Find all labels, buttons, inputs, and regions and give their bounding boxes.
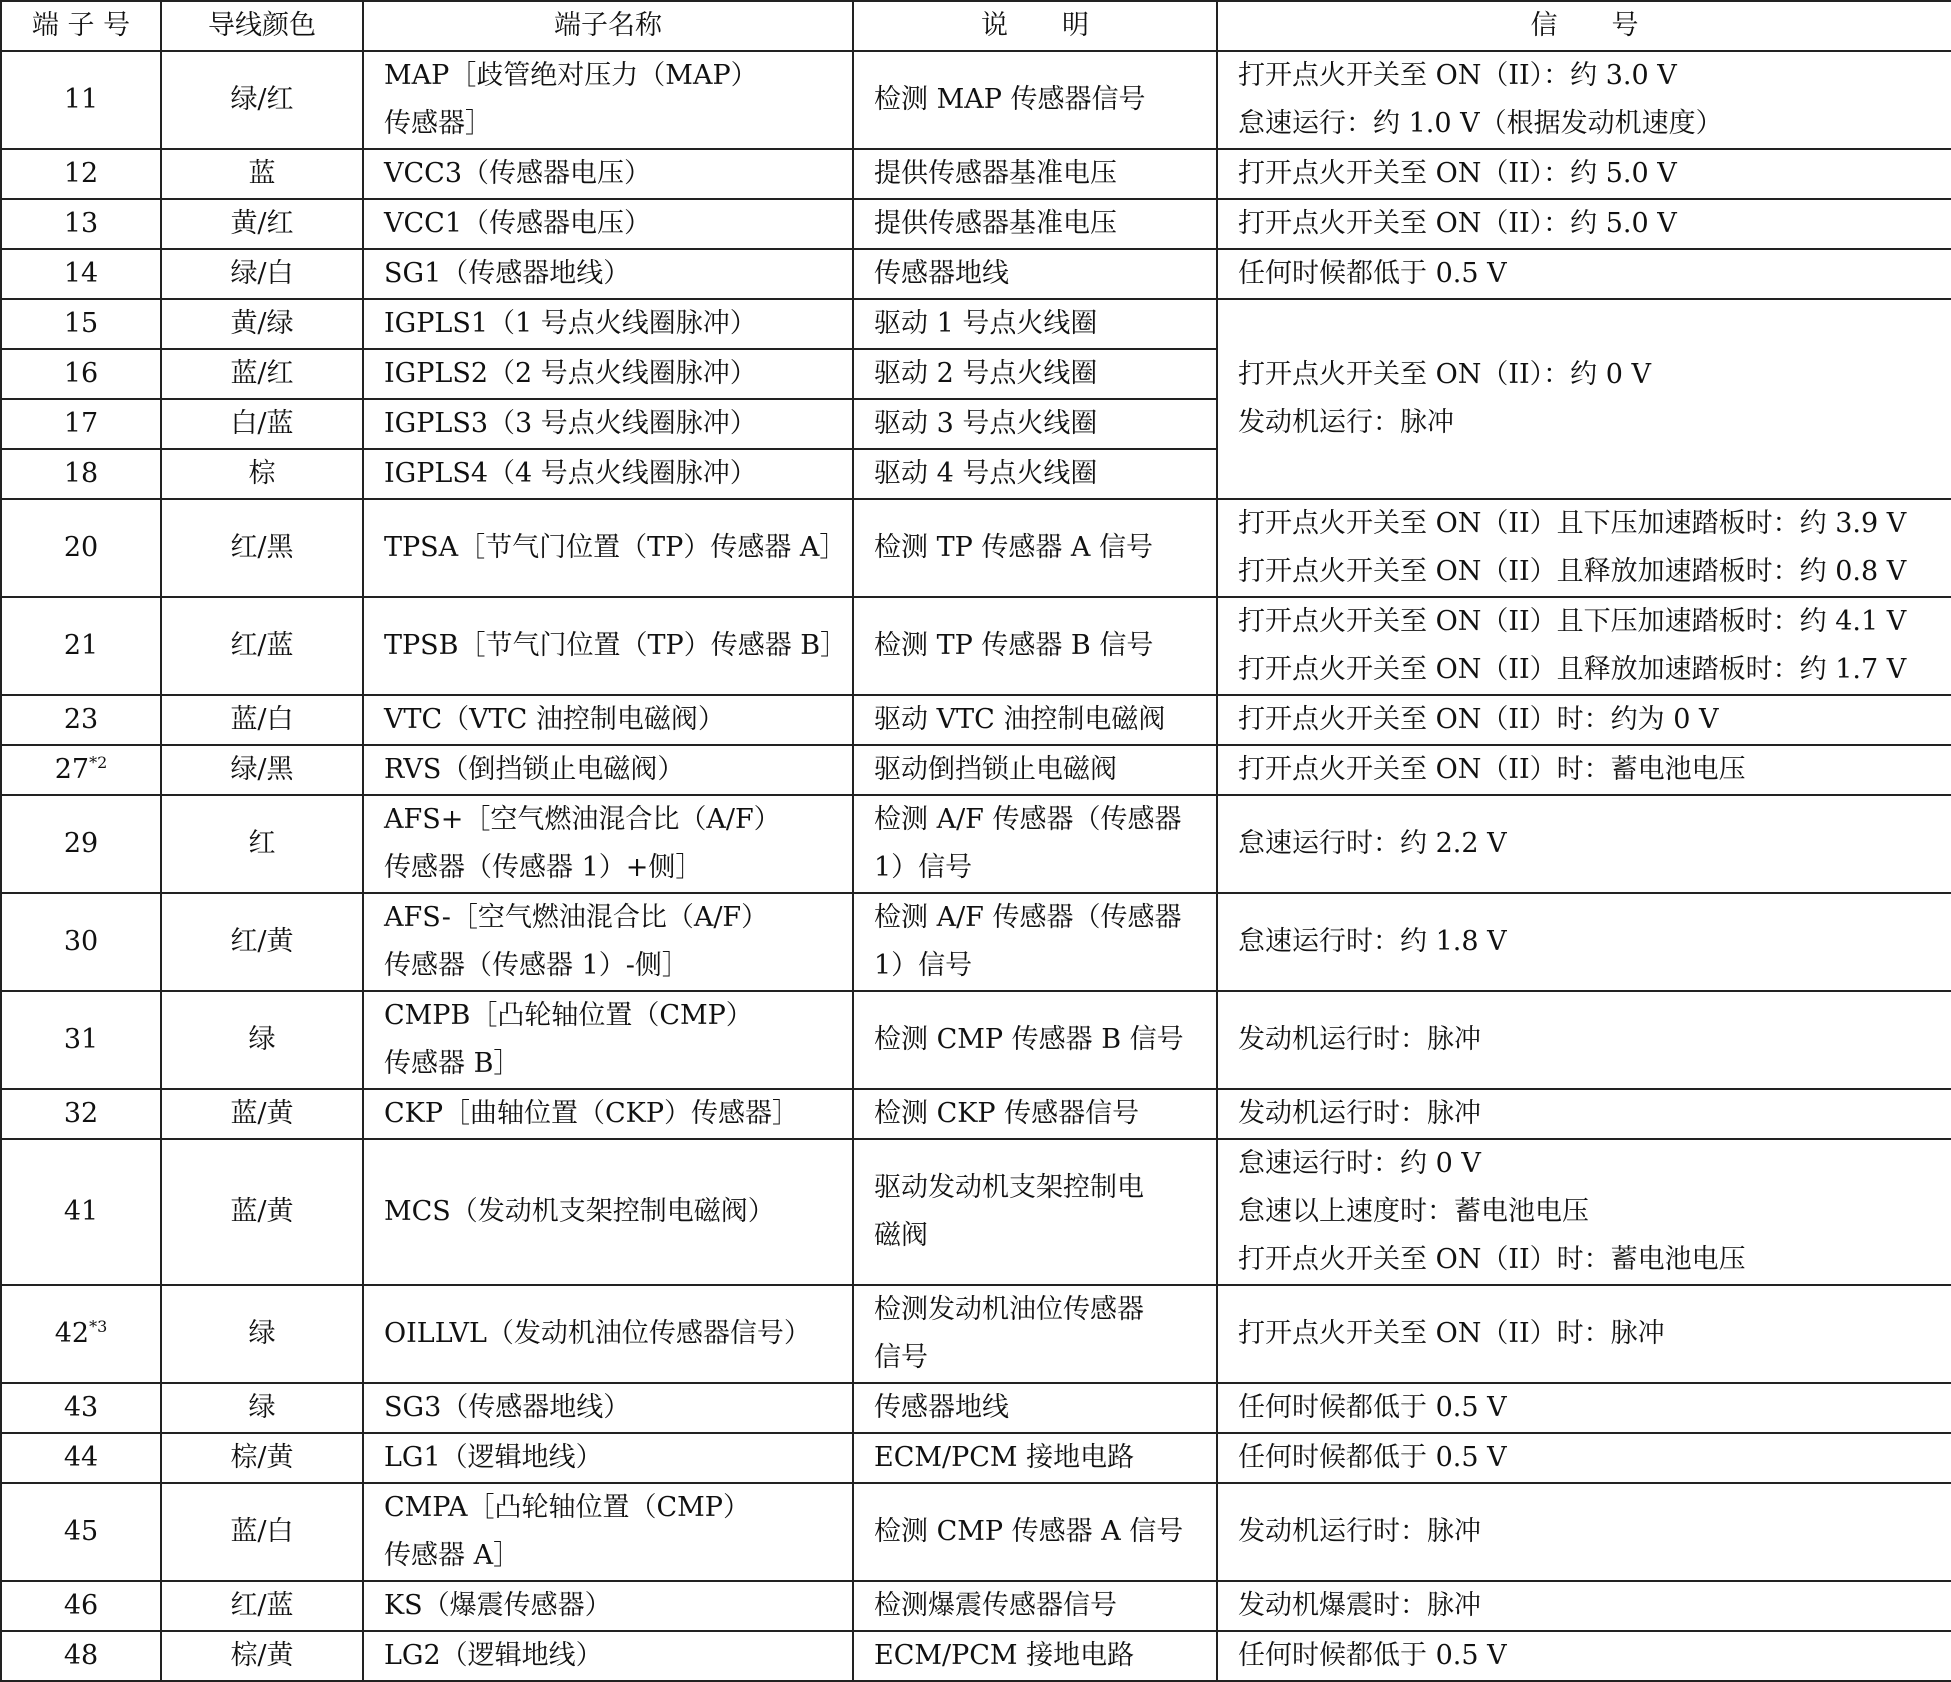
description-line: 驱动 2 号点火线圈 — [874, 358, 1098, 389]
terminal-no-cell — [1, 1433, 161, 1483]
signal — [1217, 1581, 1951, 1631]
terminal-name — [363, 1089, 853, 1139]
wire-color: 蓝/黄 — [161, 1139, 363, 1285]
terminal-name-line: TPSB［节气门位置（TP）传感器 B］ — [384, 630, 848, 661]
header-terminal-no: 端 子 号 — [1, 1, 161, 51]
table-body — [1, 51, 1951, 1681]
signal — [1217, 1089, 1951, 1139]
signal — [1217, 199, 1951, 249]
header-description: 说 明 — [853, 1, 1217, 51]
table-row — [1, 499, 1951, 597]
signal-line: 任何时候都低于 0.5 V — [1238, 1442, 1507, 1473]
description — [853, 199, 1217, 249]
signal — [1217, 991, 1951, 1089]
wire-color: 红 — [161, 795, 363, 893]
terminal-no-cell — [1, 51, 161, 149]
description-line: 信号 — [874, 1342, 928, 1373]
terminal-name — [363, 399, 853, 449]
signal-line: 任何时候都低于 0.5 V — [1238, 258, 1507, 289]
signal — [1217, 1383, 1951, 1433]
terminal-no-cell — [1, 1483, 161, 1581]
terminal-name-line: SG3（传感器地线） — [384, 1392, 631, 1423]
terminal-no-cell — [1, 499, 161, 597]
description-line: 驱动 3 号点火线圈 — [874, 408, 1098, 439]
signal-line: 发动机爆震时：脉冲 — [1238, 1590, 1481, 1621]
terminal-name-line: VCC1（传感器电压） — [384, 208, 651, 239]
wire-color: 蓝/白 — [161, 1483, 363, 1581]
terminal-name-line: LG2（逻辑地线） — [384, 1640, 603, 1671]
terminal-no: 15 — [63, 308, 99, 339]
wire-color: 绿 — [161, 991, 363, 1089]
terminal-no-cell — [1, 449, 161, 499]
header-terminal-name: 端子名称 — [363, 1, 853, 51]
signal-line: 怠速运行时：约 0 V — [1238, 1148, 1481, 1179]
description-line: 检测 TP 传感器 B 信号 — [874, 630, 1154, 661]
terminal-no: 21 — [63, 630, 99, 661]
terminal-no: 14 — [63, 258, 99, 289]
terminal-name — [363, 597, 853, 695]
table-row — [1, 299, 1951, 349]
terminal-no-cell — [1, 1089, 161, 1139]
description — [853, 695, 1217, 745]
table-row — [1, 597, 1951, 695]
wire-color: 蓝/红 — [161, 349, 363, 399]
terminal-no: 46 — [63, 1590, 99, 1621]
terminal-no-cell — [1, 399, 161, 449]
signal-line: 打开点火开关至 ON（II）时：蓄电池电压 — [1238, 1244, 1746, 1275]
description-line: 提供传感器基准电压 — [874, 208, 1117, 239]
table-row — [1, 795, 1951, 893]
terminal-name — [363, 349, 853, 399]
description — [853, 249, 1217, 299]
description-line: 驱动发动机支架控制电 — [874, 1172, 1144, 1203]
footnote-mark: *3 — [89, 1317, 108, 1336]
signal-line: 怠速运行时：约 1.8 V — [1238, 926, 1507, 957]
signal-line: 发动机运行时：脉冲 — [1238, 1098, 1481, 1129]
description — [853, 1483, 1217, 1581]
terminal-name — [363, 991, 853, 1089]
description-line: 检测 MAP 传感器信号 — [874, 84, 1146, 115]
terminal-no: 23 — [63, 704, 99, 735]
description — [853, 1139, 1217, 1285]
terminal-name-line: VTC（VTC 油控制电磁阀） — [384, 704, 725, 735]
terminal-no-cell — [1, 1285, 161, 1383]
wire-color: 蓝/黄 — [161, 1089, 363, 1139]
table-row — [1, 1089, 1951, 1139]
signal — [1217, 299, 1951, 499]
signal — [1217, 1139, 1951, 1285]
description — [853, 499, 1217, 597]
terminal-name-line: 传感器（传感器 1）-侧］ — [384, 950, 689, 981]
terminal-name — [363, 249, 853, 299]
terminal-name — [363, 299, 853, 349]
table-row — [1, 1139, 1951, 1285]
terminal-name — [363, 199, 853, 249]
terminal-no-cell — [1, 893, 161, 991]
description — [853, 1383, 1217, 1433]
terminal-no: 32 — [63, 1098, 99, 1129]
signal — [1217, 695, 1951, 745]
description-line: 1）信号 — [874, 950, 973, 981]
signal-line: 打开点火开关至 ON（II）且释放加速踏板时：约 1.7 V — [1238, 654, 1907, 685]
terminal-name-line: IGPLS2（2 号点火线圈脉冲） — [384, 358, 757, 389]
description-line: 检测 TP 传感器 A 信号 — [874, 532, 1154, 563]
signal — [1217, 795, 1951, 893]
terminal-no: 30 — [63, 926, 99, 957]
table-row — [1, 149, 1951, 199]
description — [853, 795, 1217, 893]
terminal-no-cell — [1, 199, 161, 249]
wire-color: 蓝 — [161, 149, 363, 199]
description — [853, 1631, 1217, 1681]
wire-color: 绿 — [161, 1285, 363, 1383]
signal — [1217, 745, 1951, 795]
signal-line: 怠速运行时：约 2.2 V — [1238, 828, 1507, 859]
description — [853, 51, 1217, 149]
terminal-no: 16 — [63, 358, 99, 389]
signal-line: 打开点火开关至 ON（II）且释放加速踏板时：约 0.8 V — [1238, 556, 1907, 587]
terminal-no: 17 — [63, 408, 99, 439]
terminal-name-line: 传感器 A］ — [384, 1540, 521, 1571]
terminal-name-line: SG1（传感器地线） — [384, 258, 631, 289]
terminal-name-line: OILLVL（发动机油位传感器信号） — [384, 1318, 811, 1349]
description — [853, 1433, 1217, 1483]
terminal-no: 48 — [63, 1640, 99, 1671]
table-row — [1, 1631, 1951, 1681]
description — [853, 745, 1217, 795]
signal — [1217, 597, 1951, 695]
terminal-name — [363, 795, 853, 893]
signal-line: 打开点火开关至 ON（II）且下压加速踏板时：约 3.9 V — [1238, 508, 1907, 539]
signal — [1217, 51, 1951, 149]
table-row — [1, 745, 1951, 795]
description-line: 驱动 VTC 油控制电磁阀 — [874, 704, 1166, 735]
description-line: 检测 CMP 传感器 B 信号 — [874, 1024, 1184, 1055]
description — [853, 893, 1217, 991]
signal — [1217, 149, 1951, 199]
terminal-no-cell — [1, 349, 161, 399]
terminal-no-cell — [1, 1581, 161, 1631]
signal-line: 打开点火开关至 ON（II）：约 0 V — [1238, 359, 1652, 390]
description — [853, 449, 1217, 499]
signal-line: 打开点火开关至 ON（II）且下压加速踏板时：约 4.1 V — [1238, 606, 1907, 637]
description — [853, 399, 1217, 449]
description-line: 检测 CMP 传感器 A 信号 — [874, 1516, 1184, 1547]
terminal-no-cell — [1, 745, 161, 795]
terminal-name — [363, 1581, 853, 1631]
header-row — [1, 1, 1951, 51]
wire-color: 红/黑 — [161, 499, 363, 597]
description — [853, 1089, 1217, 1139]
terminal-no: 45 — [63, 1516, 99, 1547]
wire-color: 红/黄 — [161, 893, 363, 991]
signal-line: 怠速运行：约 1.0 V（根据发动机速度） — [1238, 108, 1723, 139]
wire-color: 绿 — [161, 1383, 363, 1433]
description — [853, 1581, 1217, 1631]
terminal-name — [363, 1483, 853, 1581]
wire-color: 绿/白 — [161, 249, 363, 299]
terminal-name-line: VCC3（传感器电压） — [384, 158, 651, 189]
table-row — [1, 51, 1951, 149]
description — [853, 1285, 1217, 1383]
wire-color: 红/蓝 — [161, 597, 363, 695]
signal — [1217, 1433, 1951, 1483]
signal-line: 打开点火开关至 ON（II）时：蓄电池电压 — [1238, 754, 1746, 785]
description — [853, 299, 1217, 349]
description-line: 检测爆震传感器信号 — [874, 1590, 1117, 1621]
footnote-mark: *2 — [89, 753, 108, 772]
signal — [1217, 499, 1951, 597]
terminal-name — [363, 695, 853, 745]
description — [853, 349, 1217, 399]
signal-line: 任何时候都低于 0.5 V — [1238, 1640, 1507, 1671]
terminal-no: 18 — [63, 458, 99, 489]
terminal-name — [363, 149, 853, 199]
terminal-name-line: IGPLS1（1 号点火线圈脉冲） — [384, 308, 757, 339]
terminal-no: 11 — [63, 84, 99, 115]
header-wire-color: 导线颜色 — [161, 1, 363, 51]
signal-line: 发动机运行：脉冲 — [1238, 407, 1454, 438]
terminal-no: 44 — [63, 1442, 99, 1473]
terminal-no: 27 — [54, 754, 90, 785]
wire-color: 绿/红 — [161, 51, 363, 149]
table-row — [1, 249, 1951, 299]
signal-line: 发动机运行时：脉冲 — [1238, 1516, 1481, 1547]
terminal-name — [363, 745, 853, 795]
description-line: 驱动 1 号点火线圈 — [874, 308, 1098, 339]
signal-line: 打开点火开关至 ON（II）：约 3.0 V — [1238, 60, 1677, 91]
wire-color: 白/蓝 — [161, 399, 363, 449]
terminal-no: 12 — [63, 158, 99, 189]
terminal-name-line: IGPLS3（3 号点火线圈脉冲） — [384, 408, 757, 439]
terminal-no: 41 — [63, 1196, 99, 1227]
description-line: 驱动倒挡锁止电磁阀 — [874, 754, 1117, 785]
terminal-name-line: 传感器 B］ — [384, 1048, 521, 1079]
description-line: 提供传感器基准电压 — [874, 158, 1117, 189]
table-row — [1, 1383, 1951, 1433]
table-row — [1, 1581, 1951, 1631]
terminal-no: 43 — [63, 1392, 99, 1423]
terminal-name-line: CKP［曲轴位置（CKP）传感器］ — [384, 1098, 799, 1129]
description-line: 传感器地线 — [874, 1392, 1009, 1423]
terminal-no-cell — [1, 1631, 161, 1681]
terminal-name-line: 传感器（传感器 1）+侧］ — [384, 852, 703, 883]
signal-line: 打开点火开关至 ON（II）时：约为 0 V — [1238, 704, 1719, 735]
wire-color: 红/蓝 — [161, 1581, 363, 1631]
terminal-name — [363, 51, 853, 149]
terminal-no: 13 — [63, 208, 99, 239]
terminal-name — [363, 1433, 853, 1483]
terminal-no: 42 — [54, 1318, 90, 1349]
terminal-no-cell — [1, 1139, 161, 1285]
signal-line: 任何时候都低于 0.5 V — [1238, 1392, 1507, 1423]
description — [853, 597, 1217, 695]
terminal-name — [363, 499, 853, 597]
wire-color: 黄/绿 — [161, 299, 363, 349]
wire-color: 蓝/白 — [161, 695, 363, 745]
terminal-no-cell — [1, 795, 161, 893]
terminal-name-line: KS（爆震传感器） — [384, 1590, 612, 1621]
table-row — [1, 991, 1951, 1089]
signal-line: 怠速以上速度时：蓄电池电压 — [1238, 1196, 1589, 1227]
description-line: 检测 CKP 传感器信号 — [874, 1098, 1140, 1129]
terminal-no-cell — [1, 695, 161, 745]
terminal-name — [363, 1631, 853, 1681]
wire-color: 棕/黄 — [161, 1433, 363, 1483]
terminal-no-cell — [1, 149, 161, 199]
terminal-no-cell — [1, 299, 161, 349]
terminal-name-line: CMPA［凸轮轴位置（CMP） — [384, 1492, 750, 1523]
description — [853, 991, 1217, 1089]
terminal-name-line: AFS+［空气燃油混合比（A/F） — [384, 804, 781, 835]
table-row — [1, 1433, 1951, 1483]
terminal-name-line: MAP［歧管绝对压力（MAP） — [384, 60, 758, 91]
terminal-name — [363, 1383, 853, 1433]
terminal-name — [363, 893, 853, 991]
terminal-name — [363, 1285, 853, 1383]
description-line: 传感器地线 — [874, 258, 1009, 289]
table-row — [1, 695, 1951, 745]
signal — [1217, 1631, 1951, 1681]
description-line: ECM/PCM 接地电路 — [874, 1442, 1135, 1473]
terminal-name-line: TPSA［节气门位置（TP）传感器 A］ — [384, 532, 847, 563]
description-line: 检测发动机油位传感器 — [874, 1294, 1144, 1325]
terminal-name — [363, 449, 853, 499]
terminal-no-cell — [1, 1383, 161, 1433]
signal — [1217, 893, 1951, 991]
terminal-no: 20 — [63, 532, 99, 563]
description-line: 检测 A/F 传感器（传感器 — [874, 804, 1182, 835]
description-line: 检测 A/F 传感器（传感器 — [874, 902, 1182, 933]
description-line: 磁阀 — [874, 1220, 928, 1251]
terminal-no-cell — [1, 249, 161, 299]
wire-color: 棕 — [161, 449, 363, 499]
signal-line: 打开点火开关至 ON（II）时：脉冲 — [1238, 1318, 1665, 1349]
table-row — [1, 199, 1951, 249]
wire-color: 黄/红 — [161, 199, 363, 249]
terminal-name-line: 传感器］ — [384, 108, 492, 139]
terminal-no: 29 — [63, 828, 99, 859]
signal — [1217, 1483, 1951, 1581]
terminal-name-line: IGPLS4（4 号点火线圈脉冲） — [384, 458, 757, 489]
table-row — [1, 1483, 1951, 1581]
wire-color: 棕/黄 — [161, 1631, 363, 1681]
description-line: ECM/PCM 接地电路 — [874, 1640, 1135, 1671]
table-row — [1, 1285, 1951, 1383]
terminal-name-line: MCS（发动机支架控制电磁阀） — [384, 1196, 775, 1227]
header-signal: 信 号 — [1217, 1, 1951, 51]
terminal-no-cell — [1, 597, 161, 695]
terminal-no-cell — [1, 991, 161, 1089]
terminal-name-line: LG1（逻辑地线） — [384, 1442, 603, 1473]
description — [853, 149, 1217, 199]
terminal-name-line: CMPB［凸轮轴位置（CMP） — [384, 1000, 753, 1031]
description-line: 驱动 4 号点火线圈 — [874, 458, 1098, 489]
description-line: 1）信号 — [874, 852, 973, 883]
table-row — [1, 893, 1951, 991]
signal-line: 打开点火开关至 ON（II）：约 5.0 V — [1238, 208, 1677, 239]
signal-line: 发动机运行时：脉冲 — [1238, 1024, 1481, 1055]
terminal-name-line: AFS-［空气燃油混合比（A/F） — [384, 902, 769, 933]
signal — [1217, 249, 1951, 299]
signal — [1217, 1285, 1951, 1383]
terminal-name — [363, 1139, 853, 1285]
signal-line: 打开点火开关至 ON（II）：约 5.0 V — [1238, 158, 1677, 189]
terminal-no: 31 — [63, 1024, 99, 1055]
terminal-name-line: RVS（倒挡锁止电磁阀） — [384, 754, 685, 785]
wire-color: 绿/黑 — [161, 745, 363, 795]
